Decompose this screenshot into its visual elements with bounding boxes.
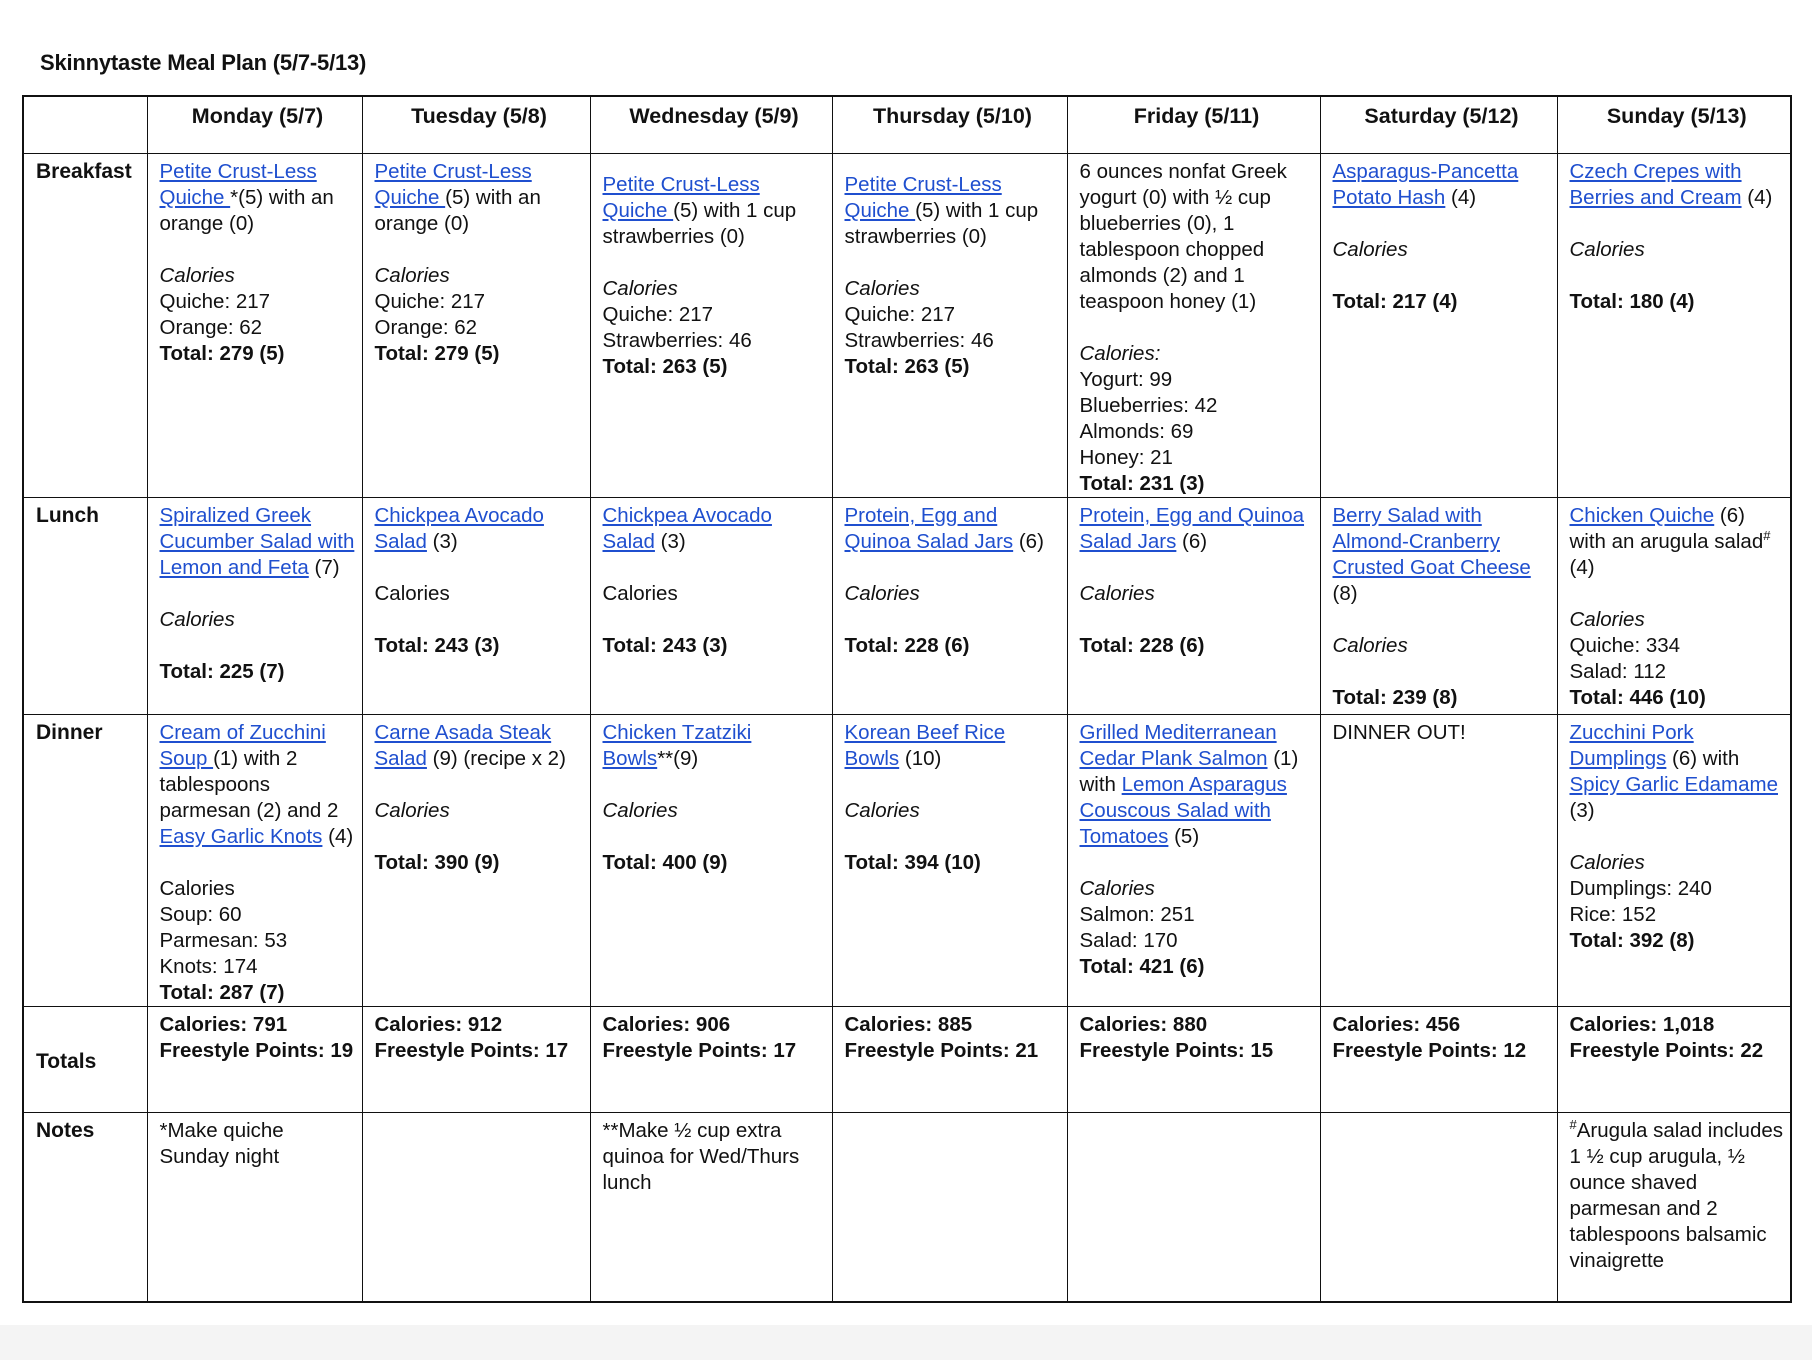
corner-cell: [23, 96, 147, 153]
recipe-link[interactable]: Chickpea Avocado Salad: [374, 503, 544, 553]
calories-label: Calories: [602, 276, 678, 300]
calorie-line: Soup: 60: [159, 902, 242, 926]
meal-description: 6 ounces nonfat Greek yogurt (0) with ½ cup blueberries (0), 1 tablespoon chopped almonds (2) and 1 teaspoon honey (1): [1079, 159, 1287, 313]
calorie-line: Blueberries: 42: [1079, 393, 1218, 417]
row-label-lunch: Lunch: [23, 497, 147, 714]
meal-total: Total: 446 (10): [1569, 685, 1706, 709]
calories-label: Calories: [374, 263, 450, 287]
recipe-link[interactable]: Petite Crust-Less Quiche: [602, 172, 760, 222]
dinner-wednesday: [590, 714, 832, 1006]
meal-points: (7): [308, 555, 340, 579]
calorie-line: Quiche: 217: [374, 289, 486, 313]
totals-monday: [147, 1006, 362, 1112]
meal-points: (3): [426, 529, 458, 553]
daily-points: Freestyle Points: 17: [602, 1038, 797, 1062]
breakfast-friday: [1067, 153, 1320, 497]
meal-points: *(5) with an orange (0): [159, 185, 334, 235]
recipe-link[interactable]: Korean Beef Rice Bowls: [844, 720, 1006, 770]
header-row: [23, 96, 1791, 153]
meal-total: Total: 279 (5): [374, 341, 500, 365]
meal-points: **(9): [657, 746, 699, 770]
meal-total: Total: 390 (9): [374, 850, 500, 874]
daily-points: Freestyle Points: 19: [159, 1038, 354, 1062]
breakfast-saturday: [1320, 153, 1557, 497]
meal-total: Total: 400 (9): [602, 850, 728, 874]
notes-tuesday: [362, 1112, 590, 1302]
meal-total: Total: 217 (4): [1332, 289, 1458, 313]
calories-label: Calories: [1332, 237, 1408, 261]
lunch-sunday: [1557, 497, 1791, 714]
dinner-saturday: DINNER OUT!: [1320, 714, 1557, 1006]
calories-label: Calories: [602, 798, 678, 822]
totals-sunday: [1557, 1006, 1791, 1112]
meal-points: (6) with: [1666, 746, 1740, 770]
recipe-link[interactable]: Petite Crust-Less Quiche: [374, 159, 532, 209]
calorie-line: Strawberries: 46: [844, 328, 994, 352]
day-header-monday: Monday (5/7): [147, 96, 362, 153]
totals-thursday: [832, 1006, 1067, 1112]
daily-points: Freestyle Points: 15: [1079, 1038, 1274, 1062]
recipe-link[interactable]: Protein, Egg and Quinoa Salad Jars: [1079, 503, 1305, 553]
totals-friday: [1067, 1006, 1320, 1112]
meal-total: Total: 392 (8): [1569, 928, 1695, 952]
recipe-link[interactable]: Carne Asada Steak Salad: [374, 720, 552, 770]
notes-thursday: [832, 1112, 1067, 1302]
lunch-thursday: [832, 497, 1067, 714]
calorie-line: Knots: 174: [159, 954, 258, 978]
breakfast-tuesday: [362, 153, 590, 497]
note-text: Arugula salad includes 1 ½ cup arugula, ½ ounce shaved parmesan and 2 tablespoons balsamic vinaigrette: [1569, 1118, 1784, 1272]
meal-points: (3): [654, 529, 686, 553]
meal-points: (5): [1168, 824, 1200, 848]
calorie-line: Salad: 112: [1569, 659, 1667, 683]
meal-points: (6) with an arugula salad: [1569, 503, 1764, 553]
calorie-line: Almonds: 69: [1079, 419, 1194, 443]
footnote-mark: #: [1763, 527, 1771, 543]
meal-total: Total: 279 (5): [159, 341, 285, 365]
lunch-wednesday: [590, 497, 832, 714]
recipe-link[interactable]: Protein, Egg and Quinoa Salad Jars: [844, 503, 1014, 553]
calories-label: Calories: [844, 276, 920, 300]
notes-sunday: [1557, 1112, 1791, 1302]
recipe-link[interactable]: Czech Crepes with Berries and Cream: [1569, 159, 1742, 209]
meal-points: (10): [899, 746, 942, 770]
meal-total: Total: 421 (6): [1079, 954, 1205, 978]
meal-total: Total: 263 (5): [602, 354, 728, 378]
meal-points: (9) (recipe x 2): [426, 746, 566, 770]
page-title: Skinnytaste Meal Plan (5/7-5/13): [40, 50, 367, 75]
meal-points: (6): [1013, 529, 1044, 553]
meal-points: (3): [1569, 798, 1595, 822]
calories-label: Calories: [844, 581, 920, 605]
meal-total: Total: 180 (4): [1569, 289, 1695, 313]
meal-points: (5) with 1 cup strawberries (0): [602, 198, 797, 248]
breakfast-row: [23, 153, 1791, 497]
daily-points: Freestyle Points: 17: [374, 1038, 569, 1062]
notes-friday: [1067, 1112, 1320, 1302]
calorie-line: Dumplings: 240: [1569, 876, 1712, 900]
dinner-sunday: [1557, 714, 1791, 1006]
dinner-thursday: [832, 714, 1067, 1006]
day-header-wednesday: Wednesday (5/9): [590, 96, 832, 153]
meal-total: Total: 243 (3): [602, 633, 728, 657]
meal-points: (8): [1332, 581, 1358, 605]
calorie-line: Orange: 62: [159, 315, 263, 339]
recipe-link[interactable]: Cream of Zucchini Soup: [159, 720, 326, 770]
meal-total: Total: 287 (7): [159, 980, 285, 1004]
daily-points: Freestyle Points: 22: [1569, 1038, 1764, 1062]
meal-points: (1) with: [1079, 746, 1299, 796]
recipe-link[interactable]: Petite Crust-Less Quiche: [159, 159, 317, 209]
calorie-line: Strawberries: 46: [602, 328, 752, 352]
notes-row: [23, 1112, 1791, 1302]
breakfast-monday: [147, 153, 362, 497]
daily-calories: Calories: 912: [374, 1012, 503, 1036]
daily-calories: Calories: 456: [1332, 1012, 1461, 1036]
breakfast-thursday: [832, 153, 1067, 497]
meal-total: Total: 228 (6): [844, 633, 970, 657]
dinner-row: [23, 714, 1791, 1006]
totals-row: [23, 1006, 1791, 1112]
meal-points: (4): [1445, 185, 1477, 209]
notes-saturday: [1320, 1112, 1557, 1302]
meal-points: (4): [322, 824, 354, 848]
daily-calories: Calories: 791: [159, 1012, 288, 1036]
calorie-line: Yogurt: 99: [1079, 367, 1173, 391]
daily-calories: Calories: 885: [844, 1012, 973, 1036]
notes-monday: *Make quiche Sunday night: [147, 1112, 362, 1302]
recipe-link[interactable]: Chicken Quiche: [1569, 503, 1715, 527]
daily-points: Freestyle Points: 12: [1332, 1038, 1527, 1062]
daily-points: Freestyle Points: 21: [844, 1038, 1039, 1062]
meal-plan-table: [22, 95, 1792, 1303]
recipe-link[interactable]: Grilled Mediterranean Cedar Plank Salmon: [1079, 720, 1277, 770]
calories-label: Calories: [159, 876, 235, 900]
row-label-notes: Notes: [23, 1112, 147, 1302]
meal-total: Total: 228 (6): [1079, 633, 1205, 657]
calorie-line: Parmesan: 53: [159, 928, 288, 952]
day-header-sunday: Sunday (5/13): [1557, 96, 1791, 153]
lunch-monday: [147, 497, 362, 714]
lunch-tuesday: [362, 497, 590, 714]
recipe-link[interactable]: Chickpea Avocado Salad: [602, 503, 772, 553]
day-header-thursday: Thursday (5/10): [832, 96, 1067, 153]
row-label-breakfast: Breakfast: [23, 153, 147, 497]
calorie-line: Salad: 170: [1079, 928, 1178, 952]
meal-points: (4): [1569, 555, 1595, 579]
row-label-dinner: Dinner: [23, 714, 147, 1006]
calorie-line: Orange: 62: [374, 315, 478, 339]
calorie-line: Salmon: 251: [1079, 902, 1195, 926]
totals-wednesday: [590, 1006, 832, 1112]
recipe-link[interactable]: Easy Garlic Knots: [159, 824, 323, 848]
meal-total: Total: 243 (3): [374, 633, 500, 657]
calories-label: Calories: [1332, 633, 1408, 657]
lunch-friday: [1067, 497, 1320, 714]
day-header-tuesday: Tuesday (5/8): [362, 96, 590, 153]
daily-calories: Calories: 906: [602, 1012, 731, 1036]
recipe-link[interactable]: Lemon Asparagus Couscous Salad with Tomatoes: [1079, 772, 1287, 848]
meal-points: (5) with 1 cup strawberries (0): [844, 198, 1039, 248]
lunch-row: [23, 497, 1791, 714]
meal-total: Total: 263 (5): [844, 354, 970, 378]
calories-label: Calories: [602, 581, 678, 605]
calorie-line: Honey: 21: [1079, 445, 1173, 469]
calorie-line: Rice: 152: [1569, 902, 1657, 926]
meal-total: Total: 239 (8): [1332, 685, 1458, 709]
recipe-link[interactable]: Berry Salad with Almond-Cranberry Crusted Goat Cheese: [1332, 503, 1531, 579]
meal-points: (1) with 2 tablespoons parmesan (2) and 2: [159, 746, 339, 822]
calorie-line: Quiche: 217: [602, 302, 714, 326]
lunch-saturday: [1320, 497, 1557, 714]
meal-total: Total: 225 (7): [159, 659, 285, 683]
recipe-link[interactable]: Spiralized Greek Cucumber Salad with Lemon and Feta: [159, 503, 355, 579]
recipe-link[interactable]: Petite Crust-Less Quiche: [844, 172, 1002, 222]
recipe-link[interactable]: Spicy Garlic Edamame: [1569, 772, 1778, 796]
recipe-link[interactable]: Chicken Tzatziki Bowls: [602, 720, 752, 770]
daily-calories: Calories: 1,018: [1569, 1012, 1715, 1036]
recipe-link[interactable]: Zucchini Pork Dumplings: [1569, 720, 1694, 770]
breakfast-wednesday: [590, 153, 832, 497]
meal-points: (5) with an orange (0): [374, 185, 541, 235]
page-bottom-strip: [0, 1325, 1812, 1360]
dinner-monday: [147, 714, 362, 1006]
totals-saturday: [1320, 1006, 1557, 1112]
calories-label: Calories: [1079, 876, 1155, 900]
totals-tuesday: [362, 1006, 590, 1112]
daily-calories: Calories: 880: [1079, 1012, 1208, 1036]
calories-label: Calories: [159, 607, 235, 631]
recipe-link[interactable]: Asparagus-Pancetta Potato Hash: [1332, 159, 1519, 209]
row-label-totals: Totals: [23, 1006, 147, 1112]
day-header-friday: Friday (5/11): [1067, 96, 1320, 153]
breakfast-sunday: [1557, 153, 1791, 497]
meal-total: Total: 394 (10): [844, 850, 981, 874]
meal-total: Total: 231 (3): [1079, 471, 1205, 495]
calories-label: Calories: [159, 263, 235, 287]
calories-label: Calories: [374, 798, 450, 822]
dinner-friday: [1067, 714, 1320, 1006]
calorie-line: Quiche: 217: [159, 289, 271, 313]
calories-label: Calories: [844, 798, 920, 822]
meal-points: (4): [1741, 185, 1773, 209]
calories-label: Calories:: [1079, 341, 1161, 365]
calories-label: Calories: [1569, 607, 1645, 631]
dinner-tuesday: [362, 714, 590, 1006]
calories-label: Calories: [1079, 581, 1155, 605]
day-header-saturday: Saturday (5/12): [1320, 96, 1557, 153]
notes-wednesday: **Make ½ cup extra quinoa for Wed/Thurs lunch: [590, 1112, 832, 1302]
calories-label: Calories: [1569, 237, 1645, 261]
calories-label: Calories: [374, 581, 450, 605]
meal-points: (6): [1176, 529, 1208, 553]
footnote-mark: #: [1569, 1116, 1577, 1132]
calories-label: Calories: [1569, 850, 1645, 874]
calorie-line: Quiche: 217: [844, 302, 956, 326]
calorie-line: Quiche: 334: [1569, 633, 1681, 657]
